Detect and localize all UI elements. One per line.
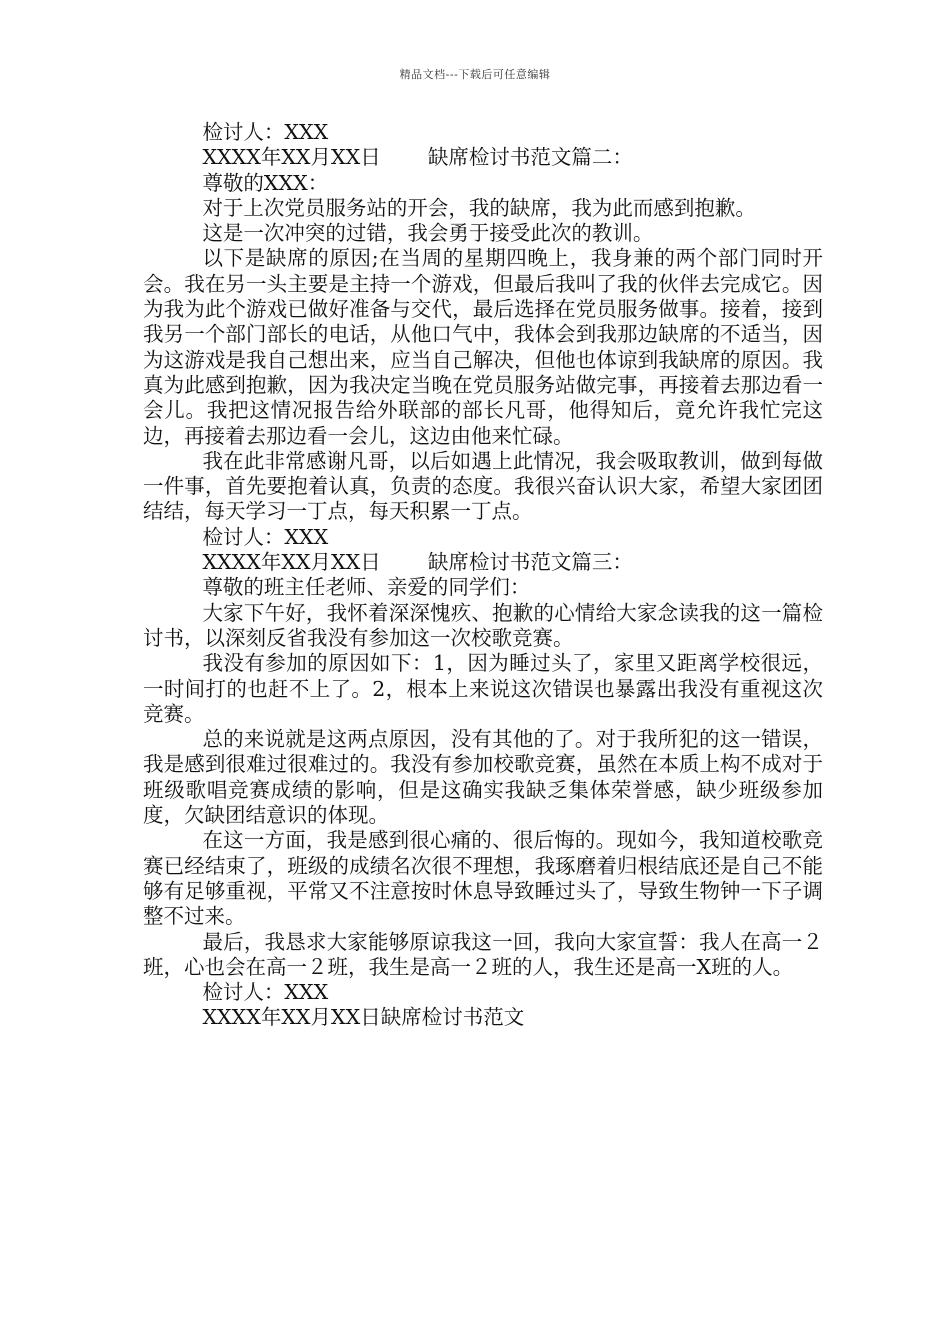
paragraph: 以下是缺席的原因;在当周的星期四晚上，我身兼的两个部门同时开会。我在另一头主要是主持一个游戏，但最后我叫了我的伙伴去完成它。因为我为此个游戏已做好准备与交代，最后选择在党员服务做事。接着，接到我另一个部门部长的电话，从他口气中，我体会到我那边缺席的不适当，因为这游戏是我自己想出来，应当自己解决，但他也体谅到我缺席的原因。我真为此感到抱歉，因为我决定当晚在党员服务站做完事，再接着去那边看一会儿。我把这情况报告给外联部的部长凡哥，他得知后，竟允许我忙完这边，再接着去那边看一会儿，这边由他来忙碌。 bbox=[143, 246, 823, 448]
date-text: XXXX年XX月XX日 bbox=[202, 145, 381, 170]
salutation: 尊敬的XXX： bbox=[202, 170, 329, 195]
document-header: 精品文档---下载后可任意编辑 bbox=[399, 68, 551, 81]
paragraph: 我在此非常感谢凡哥，以后如遇上此情况，我会吸取教训，做到每做一件事，首先要抱着认真，负责的态度。我很兴奋认识大家，希望大家团团结结，每天学习一丁点，每天积累一丁点。 bbox=[143, 448, 823, 524]
signature-line: 检讨人：XXX bbox=[202, 120, 329, 144]
paragraph: 我没有参加的原因如下：1，因为睡过头了，家里又距离学校很远，一时间打的也赶不上了。2，根本上来说这次错误也暴露出我没有重视这次竞赛。 bbox=[143, 651, 823, 726]
date-title-line bbox=[143, 550, 823, 575]
paragraph: 这是一次冲突的过错，我会勇于接受此次的教训。 bbox=[202, 221, 654, 246]
date-title-line: XXXX年XX月XX日缺席检讨书范文 bbox=[202, 1005, 525, 1030]
salutation: 尊敬的班主任老师、亲爱的同学们： bbox=[202, 575, 531, 600]
paragraph: 在这一方面，我是感到很心痛的、很后悔的。现如今，我知道校歌竞赛已经结束了，班级的成绩名次很不理想，我琢磨着归根结底还是自己不能够有足够重视，平常又不注意按时休息导致睡过头了，导致生物钟一下子调整不过来。 bbox=[143, 828, 823, 929]
paragraph: 最后，我恳求大家能够原谅我这一回，我向大家宣誓：我人在高一２班，心也会在高一２班，我生是高一２班的人，我生还是高一X班的人。 bbox=[143, 929, 823, 979]
date-title-line bbox=[143, 145, 823, 170]
date-text: XXXX年XX月XX日 bbox=[202, 550, 381, 575]
paragraph: 对于上次党员服务站的开会，我的缺席，我为此而感到抱歉。 bbox=[202, 195, 756, 220]
document-body bbox=[143, 120, 823, 1031]
paragraph: 大家下午好，我怀着深深愧疚、抱歉的心情给大家念读我的这一篇检讨书，以深刻反省我没有参加这一次校歌竞赛。 bbox=[143, 600, 823, 650]
signature-line: 检讨人：XXX bbox=[202, 524, 329, 549]
signature-line: 检讨人：XXX bbox=[202, 980, 329, 1005]
paragraph: 总的来说就是这两点原因，没有其他的了。对于我所犯的这一错误，我是感到很难过很难过的。我没有参加校歌竞赛，虽然在本质上构不成对于班级歌唱竞赛成绩的影响，但是这确实我缺乏集体荣誉感，缺少班级参加度，欠缺团结意识的体现。 bbox=[143, 727, 823, 828]
section-title: 缺席检讨书范文篇二： bbox=[427, 145, 633, 170]
section-title: 缺席检讨书范文篇三： bbox=[427, 550, 633, 575]
